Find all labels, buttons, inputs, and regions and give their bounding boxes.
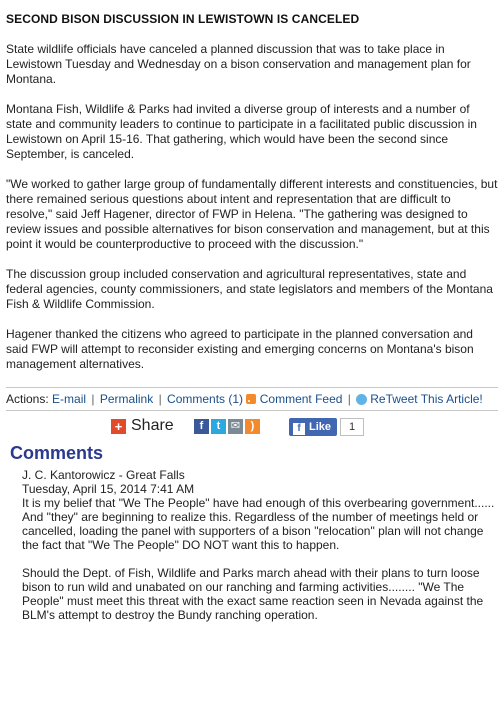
article-paragraph: State wildlife officials have canceled a planned discussion that was to take place in Lewistown Tuesday and Wednesday on a bison conservation and management plan for Montana. (6, 42, 471, 86)
email-link[interactable]: E-mail (52, 392, 87, 406)
facebook-icon[interactable]: f (194, 419, 209, 434)
actions-bar (6, 387, 498, 411)
separator: | (347, 392, 351, 406)
article-paragraph: The discussion group included conservation and agricultural representatives, state and federal agencies, county commissioners, and state legislators and members of the Montana Fish & Wildlife Commission. (6, 267, 493, 311)
retweet-link[interactable]: ReTweet This Article! (370, 392, 483, 406)
actions-label: Actions: (6, 392, 49, 406)
like-label: Like (309, 421, 332, 433)
twitter-icon[interactable] (356, 394, 367, 405)
rss-icon[interactable]: ) (245, 419, 260, 434)
article-paragraph: Hagener thanked the citizens who agreed to participate in the planned conversation and said FWP will attempt to reconsider existing and emerging concerns on Montana's bison management alternatives. (6, 327, 474, 371)
share-button[interactable]: Share (131, 417, 174, 434)
rss-icon[interactable] (246, 394, 256, 404)
article-headline: SECOND BISON DISCUSSION IN LEWISTOWN IS CANCELED (6, 12, 360, 26)
comments-heading: Comments (10, 443, 104, 463)
like-count: 1 (340, 418, 364, 436)
comment-item (6, 468, 498, 622)
comments-link[interactable]: Comments (1) (167, 392, 244, 406)
article-paragraph: "We worked to gather large group of fundamentally different interests and constituencies, but there remained serious questions about intent and representation that are difficult to resolve," said Jeff Hagener, director of FWP in Helena. "The gathering was designed to review issues and possible alternatives for bison conservation and management, but at this point it would be counterproductive to proceed with the discussion." (6, 177, 498, 251)
comment-feed-link[interactable]: Comment Feed (259, 392, 343, 406)
article-paragraph: Montana Fish, Wildlife & Parks had invited a diverse group of interests and a number of state and community leaders to continue to participate in a facilitated public discussion in Lewistown on April 15-16. That gathering, which would have been the second since September, is canceled. (6, 102, 477, 161)
comment-body: Should the Dept. of Fish, Wildlife and Parks march ahead with their plans to turn loose bison to run wild and unabated on our ranching and farming activities........ "We The People" must meet this threat with the exact same reaction seen in Nevada against the BLM's attempt to destroy the Bundy ranching operation. (22, 566, 484, 622)
comment-author: J. C. Kantorowicz - Great Falls (22, 468, 185, 482)
facebook-icon: f (293, 423, 305, 435)
comment-body: It is my belief that "We The People" have had enough of this overbearing government...... And "they" are beginning to realize this. Regardless of the number of meetings held or cancelled, loading the panel with supporters of a bison "relocation" plan will not change the fact that "We The People" DO NOT want this to happen. (22, 496, 495, 552)
email-icon[interactable]: ✉ (228, 419, 243, 434)
facebook-like-button[interactable] (289, 418, 337, 436)
share-bar (6, 415, 498, 441)
twitter-icon[interactable]: t (211, 419, 226, 434)
separator: | (91, 392, 95, 406)
permalink-link[interactable]: Permalink (99, 392, 154, 406)
comment-date: Tuesday, April 15, 2014 7:41 AM (22, 482, 195, 496)
share-plus-icon[interactable]: + (111, 419, 126, 434)
separator: | (158, 392, 162, 406)
